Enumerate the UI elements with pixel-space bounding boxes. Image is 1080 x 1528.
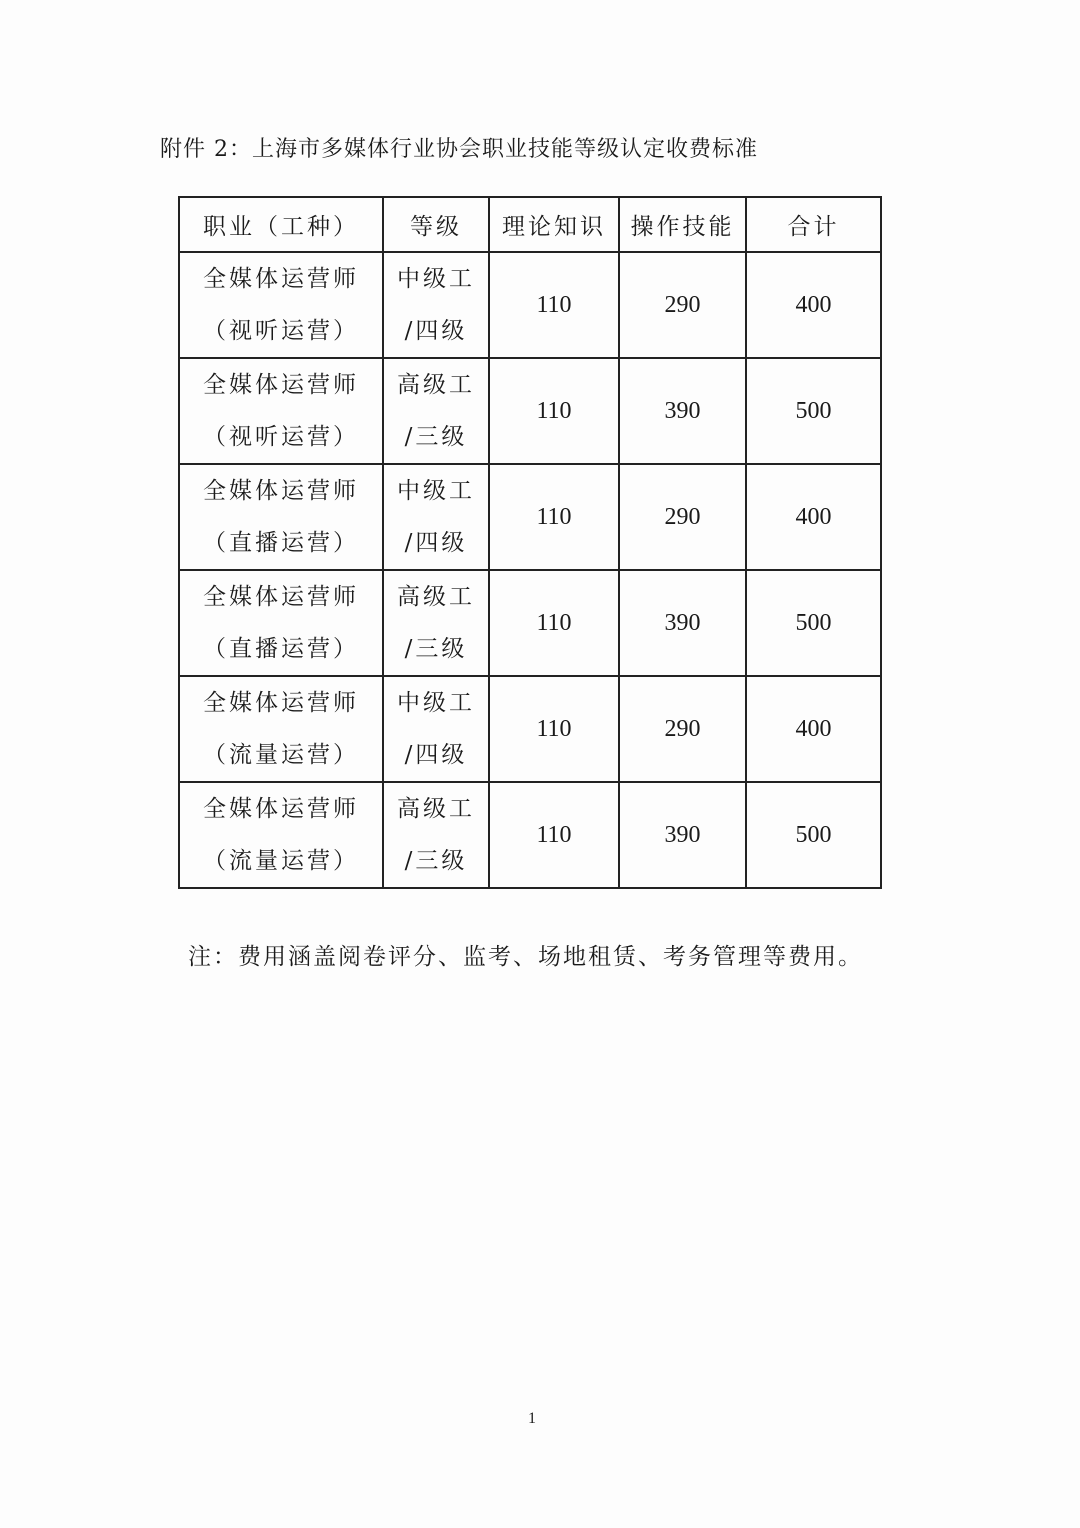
table-header-row	[179, 197, 881, 252]
total-fee-cell: 500	[746, 570, 881, 676]
theory-fee-cell: 110	[489, 782, 619, 888]
occupation-cell: 全媒体运营师 （视听运营）	[179, 358, 383, 464]
level-cell: 高级工 /三级	[383, 782, 489, 888]
theory-fee-cell: 110	[489, 358, 619, 464]
total-fee-cell: 400	[746, 464, 881, 570]
level-cell: 中级工 /四级	[383, 252, 489, 358]
theory-fee-cell: 110	[489, 676, 619, 782]
level-cell: 高级工 /三级	[383, 358, 489, 464]
skill-fee-cell: 290	[619, 464, 746, 570]
total-fee-cell: 500	[746, 358, 881, 464]
table-row	[179, 782, 881, 888]
theory-fee-cell: 110	[489, 252, 619, 358]
skill-fee-cell: 390	[619, 358, 746, 464]
level-cell: 中级工 /四级	[383, 676, 489, 782]
fee-note: 注：费用涵盖阅卷评分、监考、场地租赁、考务管理等费用。	[188, 944, 863, 970]
header-occupation: 职业（工种）	[179, 197, 383, 252]
table-row	[179, 358, 881, 464]
skill-fee-cell: 290	[619, 676, 746, 782]
total-fee-cell: 400	[746, 676, 881, 782]
occupation-cell: 全媒体运营师 （直播运营）	[179, 570, 383, 676]
header-theory: 理论知识	[489, 197, 619, 252]
occupation-cell: 全媒体运营师 （视听运营）	[179, 252, 383, 358]
header-level: 等级	[383, 197, 489, 252]
theory-fee-cell: 110	[489, 464, 619, 570]
occupation-cell: 全媒体运营师 （直播运营）	[179, 464, 383, 570]
level-cell: 中级工 /四级	[383, 464, 489, 570]
page-number: 1	[528, 1410, 536, 1427]
occupation-cell: 全媒体运营师 （流量运营）	[179, 782, 383, 888]
header-skill: 操作技能	[619, 197, 746, 252]
total-fee-cell: 400	[746, 252, 881, 358]
skill-fee-cell: 390	[619, 570, 746, 676]
table-row	[179, 464, 881, 570]
total-fee-cell: 500	[746, 782, 881, 888]
theory-fee-cell: 110	[489, 570, 619, 676]
table-row	[179, 570, 881, 676]
page-title: 附件 2：上海市多媒体行业协会职业技能等级认定收费标准	[160, 137, 758, 162]
header-total: 合计	[746, 197, 881, 252]
occupation-cell: 全媒体运营师 （流量运营）	[179, 676, 383, 782]
skill-fee-cell: 390	[619, 782, 746, 888]
level-cell: 高级工 /三级	[383, 570, 489, 676]
table-row	[179, 676, 881, 782]
table-row	[179, 252, 881, 358]
fee-table	[178, 196, 882, 889]
skill-fee-cell: 290	[619, 252, 746, 358]
